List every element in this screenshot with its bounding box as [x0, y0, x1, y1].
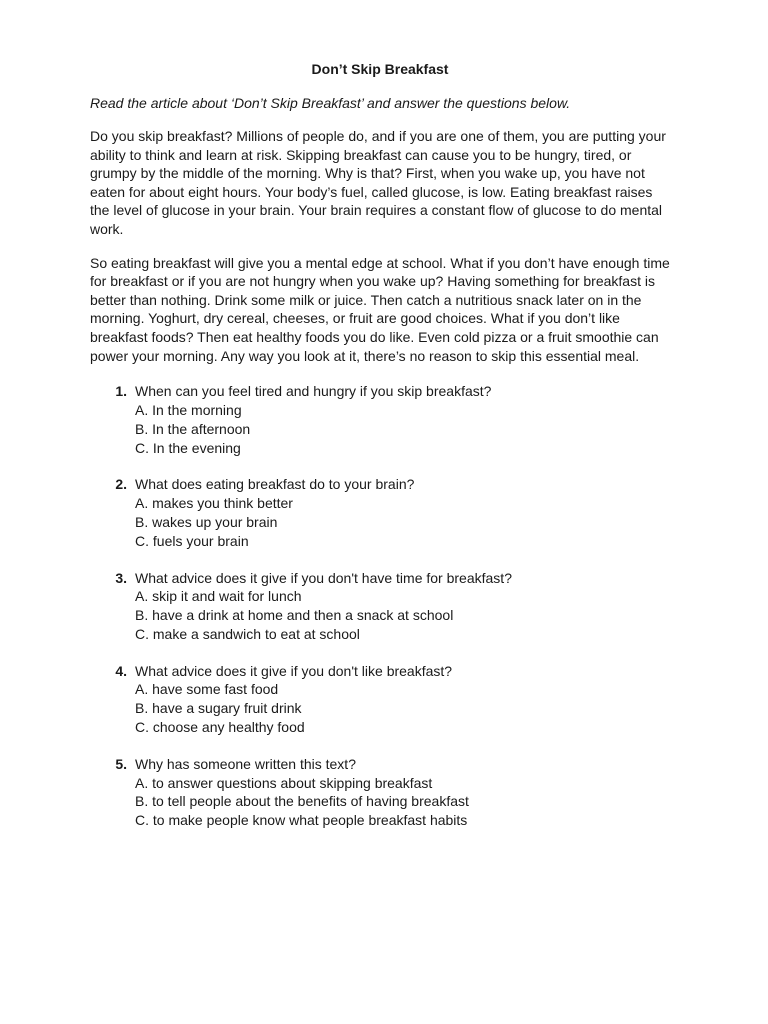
article-paragraph-2: So eating breakfast will give you a mental edge at school. What if you don’t have enough time for breakfast or if you are not hungry when you wake up? Having something for breakfast is better than nothing. Drink some milk or juice. Then catch a nutritious snack later on in the morning. Yoghurt, dry cereal, cheeses, or fruit are good choices. What if you don’t like breakfast foods? Then eat healthy foods you do like. Even cold pizza or a fruit smoothie can power your morning. Any way you look at it, there’s no reason to skip this essential meal. — [90, 254, 670, 364]
question-text: What does eating breakfast do to your brain? — [135, 476, 415, 493]
answer-option: B. to tell people about the benefits of having breakfast — [135, 793, 469, 810]
question-text: What advice does it give if you don't have time for breakfast? — [135, 569, 512, 586]
answer-option: A. makes you think better — [135, 495, 293, 512]
answer-option: B. have a sugary fruit drink — [135, 700, 302, 717]
answer-option: C. fuels your brain — [135, 532, 249, 549]
question-text: What advice does it give if you don't like breakfast? — [135, 662, 453, 679]
question-number: 4. — [115, 662, 127, 679]
question-text: Why has someone written this text? — [135, 755, 356, 772]
question-number: 1. — [115, 383, 127, 400]
instructions-text: Read the article about ‘Don’t Skip Breakfast’ and answer the questions below. — [90, 95, 571, 111]
answer-option: C. to make people know what people breakfast habits — [135, 812, 468, 829]
question-number: 2. — [115, 476, 127, 493]
answer-option: A. In the morning — [135, 401, 242, 418]
answer-option: A. skip it and wait for lunch — [135, 588, 302, 605]
answer-option: A. have some fast food — [135, 681, 279, 698]
question-list — [90, 382, 670, 830]
question-3 — [90, 569, 670, 644]
answer-option: B. In the afternoon — [135, 420, 251, 437]
answer-option: B. have a drink at home and then a snack at school — [135, 607, 454, 624]
question-5 — [90, 755, 670, 830]
question-4 — [90, 662, 670, 737]
answer-option: B. wakes up your brain — [135, 513, 278, 530]
answer-option: A. to answer questions about skipping breakfast — [135, 774, 433, 791]
question-text: When can you feel tired and hungry if you skip breakfast? — [135, 383, 492, 400]
question-2 — [90, 475, 670, 550]
answer-option: C. In the evening — [135, 439, 241, 456]
article-paragraph-1: Do you skip breakfast? Millions of people do, and if you are one of them, you are putting your ability to think and learn at risk. Skipping breakfast can cause you to be hungry, tired, or grumpy by the middle of the morning. Why is that? First, when you wake up, you have not eaten for about eight hours. Your body’s fuel, called glucose, is low. Eating breakfast raises the level of glucose in your brain. Your brain requires a constant flow of glucose to do mental work. — [90, 128, 666, 237]
page-title: Don’t Skip Breakfast — [311, 61, 449, 77]
answer-option: C. choose any healthy food — [135, 719, 305, 736]
question-1 — [90, 382, 670, 457]
question-number: 3. — [115, 569, 127, 586]
answer-option: C. make a sandwich to eat at school — [135, 625, 360, 642]
worksheet-page — [90, 58, 670, 848]
question-number: 5. — [115, 755, 127, 772]
